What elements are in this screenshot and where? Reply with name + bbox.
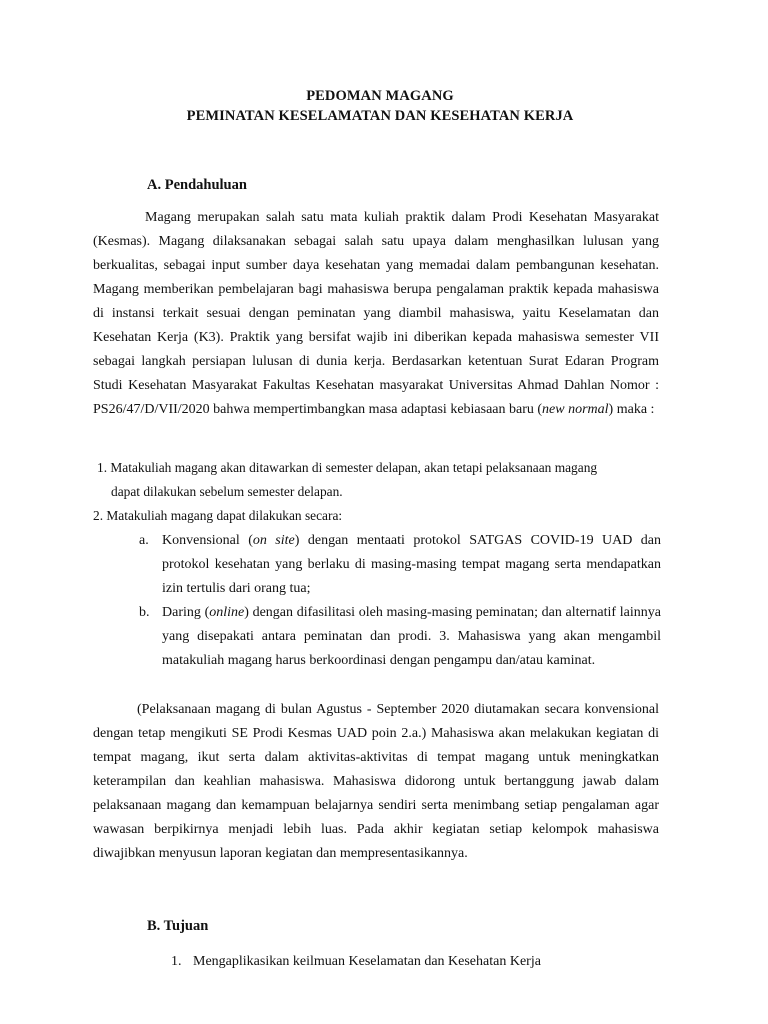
list-item-1-line-1: 1. Matakuliah magang akan ditawarkan di semester delapan, akan tetapi pelaksanaan magang [97, 460, 598, 475]
sub-item-a-italic: on site [252, 533, 295, 548]
sub-item-b-pre: Daring ( [162, 605, 210, 620]
sub-item-b-italic: online [209, 605, 245, 620]
sub-item-a-text [162, 529, 661, 601]
sub-item-b-post: ) dengan difasilitasi oleh masing-masing peminatan; dan alternatif lainnya yang disepakati antara peminatan dan prodi. 3. Mahasiswa yang akan mengambil matakuliah magang harus berkoordinasi dengan pengampu dan/atau kaminat. [162, 605, 661, 668]
tujuan-item-1-marker: 1. [171, 954, 182, 969]
intro-end: ) maka : [608, 402, 655, 417]
tujuan-item-1-text: Mengaplikasikan keilmuan Keselamatan dan Kesehatan Kerja [193, 954, 541, 969]
section-a-intro-paragraph [93, 206, 659, 422]
closing-text: (Pelaksanaan magang di bulan Agustus - September 2020 diutamakan secara konvensional dengan tetap mengikuti SE Prodi Kesmas UAD poin 2.a.) Mahasiswa akan melakukan kegiatan di tempat magang, ikut serta dalam aktivitas-aktivitas di tempat magang untuk meningkatkan keterampilan dan keahlian mahasiswa. Mahasiswa didorong untuk bertanggung jawab dalam pelaksanaan magang dan kemampuan belajarnya sendiri serta menimbang setiap pengalaman agar wawasan berpikirnya menjadi lebih luas. Pada akhir kegiatan setiap kelompok mahasiswa diwajibkan menyusun laporan kegiatan dan mempresentasikannya. [93, 702, 659, 861]
sub-item-a-marker: a. [139, 533, 149, 548]
list-item-1-line-2: dapat dilakukan sebelum semester delapan. [111, 484, 343, 499]
section-b-heading: B. Tujuan [147, 918, 209, 934]
sub-item-a-pre: Konvensional ( [162, 533, 253, 548]
sub-item-a-post: ) dengan mentaati protokol SATGAS COVID-19 UAD dan protokol kesehatan yang berlaku di masing-masing tempat magang serta mendapatkan izin tertulis dari orang tua; [162, 533, 661, 596]
intro-italic-term: new normal [542, 402, 609, 417]
list-item-2: 2. Matakuliah magang dapat dilakukan secara: [93, 508, 343, 523]
document-title-line-2: PEMINATAN KESELAMATAN DAN KESEHATAN KERJA [186, 108, 574, 124]
tujuan-item-1 [171, 950, 541, 974]
sub-item-b-marker: b. [139, 605, 150, 620]
section-a-heading: A. Pendahuluan [147, 177, 247, 193]
intro-text: Magang merupakan salah satu mata kuliah praktik dalam Prodi Kesehatan Masyarakat (Kesmas). Magang dilaksanakan sebagai salah satu upaya dalam menghasilkan lulusan yang berkualitas, sebagai input sumber daya kesehatan yang memadai dalam pembangunan kesehatan. Magang memberikan pembelajaran bagi mahasiswa berupa pengalaman praktik kepada mahasiswa di instansi terkait sesuai dengan peminatan yang diambil mahasiswa, yaitu Keselamatan dan Kesehatan Kerja (K3). Praktik yang bersifat wajib ini diberikan kepada mahasiswa semester VII sebagai langkah persiapan lulusan di dunia kerja. Berdasarkan ketentuan Surat Edaran Program Studi Kesehatan Masyarakat Fakultas Kesehatan masyarakat Universitas Ahmad Dahlan Nomor : PS26/47/D/VII/2020 bahwa mempertimbangkan masa adaptasi kebiasaan baru ( [93, 210, 659, 417]
sub-item-b-text [162, 601, 661, 673]
document-title-line-1: PEDOMAN MAGANG [306, 88, 454, 104]
section-a-closing-paragraph [93, 698, 659, 866]
